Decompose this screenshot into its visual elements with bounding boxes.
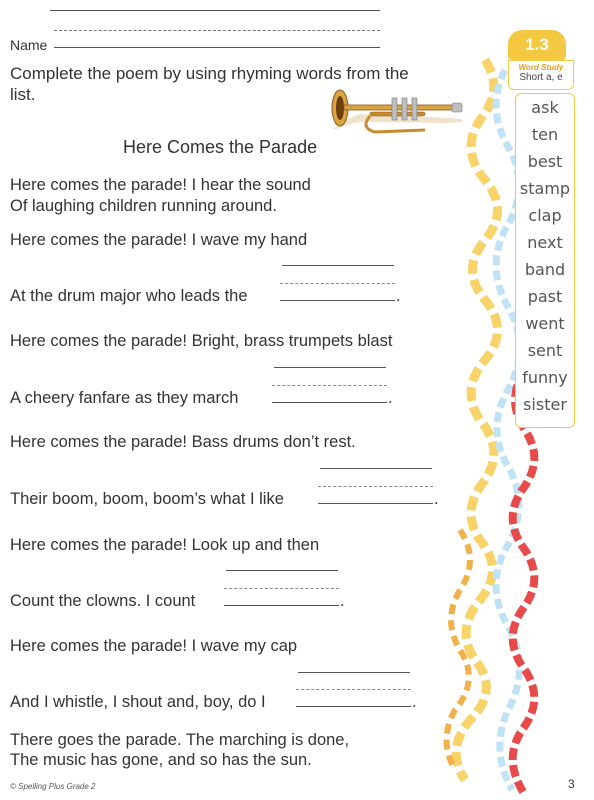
answer-line-guide — [282, 265, 394, 266]
word-list-item: stamp — [519, 179, 571, 198]
poem-line: Of laughing children running around. — [10, 197, 277, 215]
name-midline — [54, 30, 380, 31]
answer-midline — [224, 588, 339, 589]
poem-line: A cheery fanfare as they march — [10, 389, 239, 407]
answer-blank-5[interactable] — [296, 706, 411, 707]
word-list-item: funny — [522, 368, 568, 387]
poem-line: At the drum major who leads the — [10, 287, 248, 305]
word-list-item: ask — [531, 98, 559, 117]
answer-line-guide — [320, 468, 432, 469]
answer-midline — [272, 385, 387, 386]
period: . — [412, 693, 417, 711]
poem-line: Count the clowns. I count — [10, 592, 196, 610]
word-list-item: band — [524, 260, 566, 279]
instructions: Complete the poem by using rhyming words from the list. — [10, 64, 409, 104]
footer-credit: © Spelling Plus Grade 2 — [10, 782, 96, 791]
poem-line: And I whistle, I shout and, boy, do I — [10, 693, 266, 711]
poem-line: Here comes the parade! I wave my hand — [10, 231, 308, 249]
lesson-number-badge: 1.3 — [508, 30, 566, 60]
period: . — [434, 490, 439, 508]
word-study-title: Word Study — [518, 63, 564, 72]
word-list-item: past — [527, 287, 563, 306]
answer-line-guide — [274, 367, 386, 368]
name-field[interactable] — [54, 47, 380, 48]
answer-blank-2[interactable] — [272, 402, 387, 403]
poem-line: There goes the parade. The marching is done, — [10, 731, 350, 749]
poem-line: Here comes the parade! Look up and then — [10, 536, 320, 554]
word-list-item: sister — [523, 395, 567, 414]
word-study-subtitle: Short a, e — [519, 72, 563, 83]
poem-line: Here comes the parade! I wave my cap — [10, 637, 298, 655]
poem-line: Here comes the parade! Bright, brass trumpets blast — [10, 332, 393, 350]
answer-line-guide — [298, 672, 410, 673]
poem-line: Here comes the parade! I hear the sound — [10, 176, 311, 194]
word-study-tag — [508, 60, 574, 90]
answer-midline — [296, 689, 411, 690]
word-list-item: ten — [531, 125, 559, 144]
period: . — [388, 389, 393, 407]
poem-line: The music has gone, and so has the sun. — [10, 751, 312, 769]
top-write-line — [50, 10, 380, 11]
word-list — [515, 93, 575, 428]
word-list-item: best — [527, 152, 563, 171]
answer-blank-4[interactable] — [224, 605, 339, 606]
answer-blank-1[interactable] — [280, 300, 395, 301]
page-number: 3 — [568, 777, 575, 791]
answer-blank-3[interactable] — [318, 503, 433, 504]
name-label: Name — [10, 37, 48, 53]
answer-midline — [318, 486, 433, 487]
period: . — [396, 287, 401, 305]
period: . — [340, 592, 345, 610]
poem-line: Their boom, boom, boom’s what I like — [10, 490, 284, 508]
poem-line: Here comes the parade! Bass drums don’t rest. — [10, 433, 356, 451]
word-list-item: next — [527, 233, 563, 252]
answer-midline — [280, 283, 395, 284]
word-list-item: sent — [527, 341, 563, 360]
trumpet-icon — [330, 88, 465, 138]
word-list-item: went — [525, 314, 565, 333]
answer-line-guide — [226, 570, 338, 571]
poem-title: Here Comes the Parade — [123, 137, 318, 157]
word-list-item: clap — [528, 206, 562, 225]
